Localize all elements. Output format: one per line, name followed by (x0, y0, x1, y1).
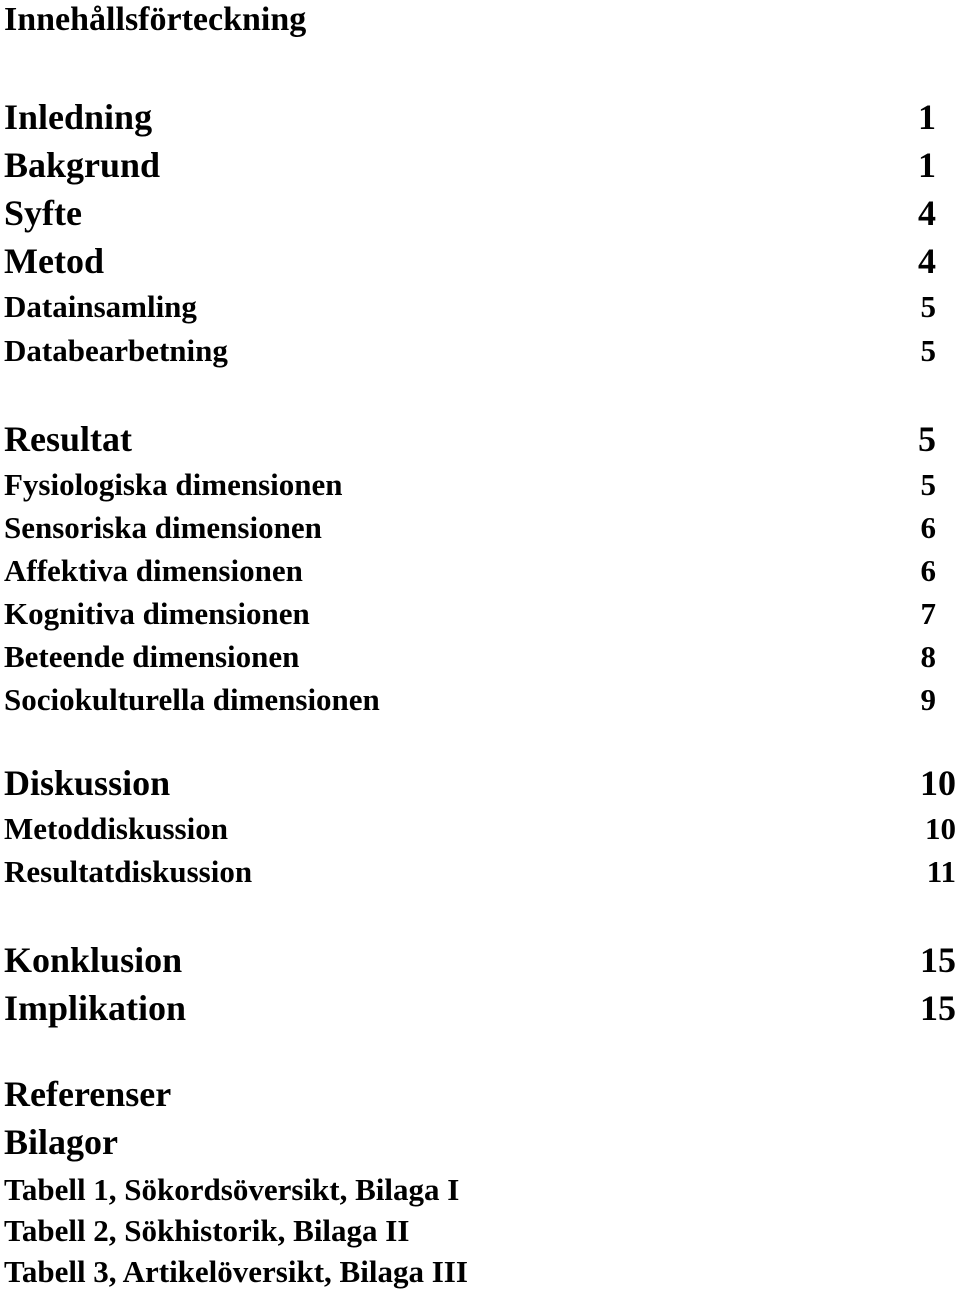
toc-entry-label: Implikation (4, 988, 187, 1028)
toc-entry-page: 8 (920, 639, 936, 674)
toc-entry-label: Sensoriska dimensionen (4, 510, 322, 545)
toc-entry-page: 10 (920, 763, 956, 803)
toc-entry-page: 11 (926, 854, 956, 889)
toc-entry-label: Databearbetning (4, 333, 228, 368)
toc-entry-page: 5 (920, 467, 936, 502)
toc-entry-page: 5 (920, 289, 936, 324)
toc-entry-appendix-table: Tabell 3, Artikelöversikt, Bilaga III (4, 1254, 468, 1289)
toc-entry-appendix-table: Tabell 2, Sökhistorik, Bilaga II (4, 1213, 410, 1248)
toc-entry-label: Beteende dimensionen (4, 639, 300, 674)
toc-entry-label: Diskussion (4, 763, 171, 803)
toc-entry-label: Metod (4, 241, 104, 281)
toc-entry-appendices: Bilagor (4, 1122, 118, 1162)
toc-entry-page: 1 (918, 97, 936, 137)
toc-entry-label: Konklusion (4, 940, 183, 980)
toc-entry-label: Sociokulturella dimensionen (4, 682, 380, 717)
toc-entry-page: 4 (918, 193, 936, 233)
toc-entry-label: Inledning (4, 97, 153, 137)
toc-entry-label: Bakgrund (4, 145, 161, 185)
toc-entry-page: 15 (920, 940, 956, 980)
toc-entry-label: Affektiva dimensionen (4, 553, 303, 588)
toc-entry-page: 4 (918, 241, 936, 281)
toc-entry-references: Referenser (4, 1074, 172, 1114)
toc-entry-page: 7 (920, 596, 936, 631)
toc-entry-label: Fysiologiska dimensionen (4, 467, 343, 502)
toc-entry-page: 15 (920, 988, 956, 1028)
toc-entry-page: 6 (920, 553, 936, 588)
toc-entry-page: 10 (925, 811, 956, 846)
toc-entry-page: 5 (920, 333, 936, 368)
toc-entry-page: 9 (920, 682, 936, 717)
toc-entry-label: Syfte (4, 193, 82, 233)
toc-entry-page: 1 (918, 145, 936, 185)
toc-entry-label: Resultatdiskussion (4, 854, 253, 889)
toc-entry-label: Resultat (4, 419, 132, 459)
page-title: Innehållsförteckning (4, 1, 307, 38)
toc-entry-page: 6 (920, 510, 936, 545)
toc-entry-label: Metoddiskussion (4, 811, 228, 846)
toc-entry-appendix-table: Tabell 1, Sökordsöversikt, Bilaga I (4, 1172, 460, 1207)
toc-entry-label: Datainsamling (4, 289, 197, 324)
toc-entry-page: 5 (918, 419, 936, 459)
toc-entry-label: Kognitiva dimensionen (4, 596, 310, 631)
